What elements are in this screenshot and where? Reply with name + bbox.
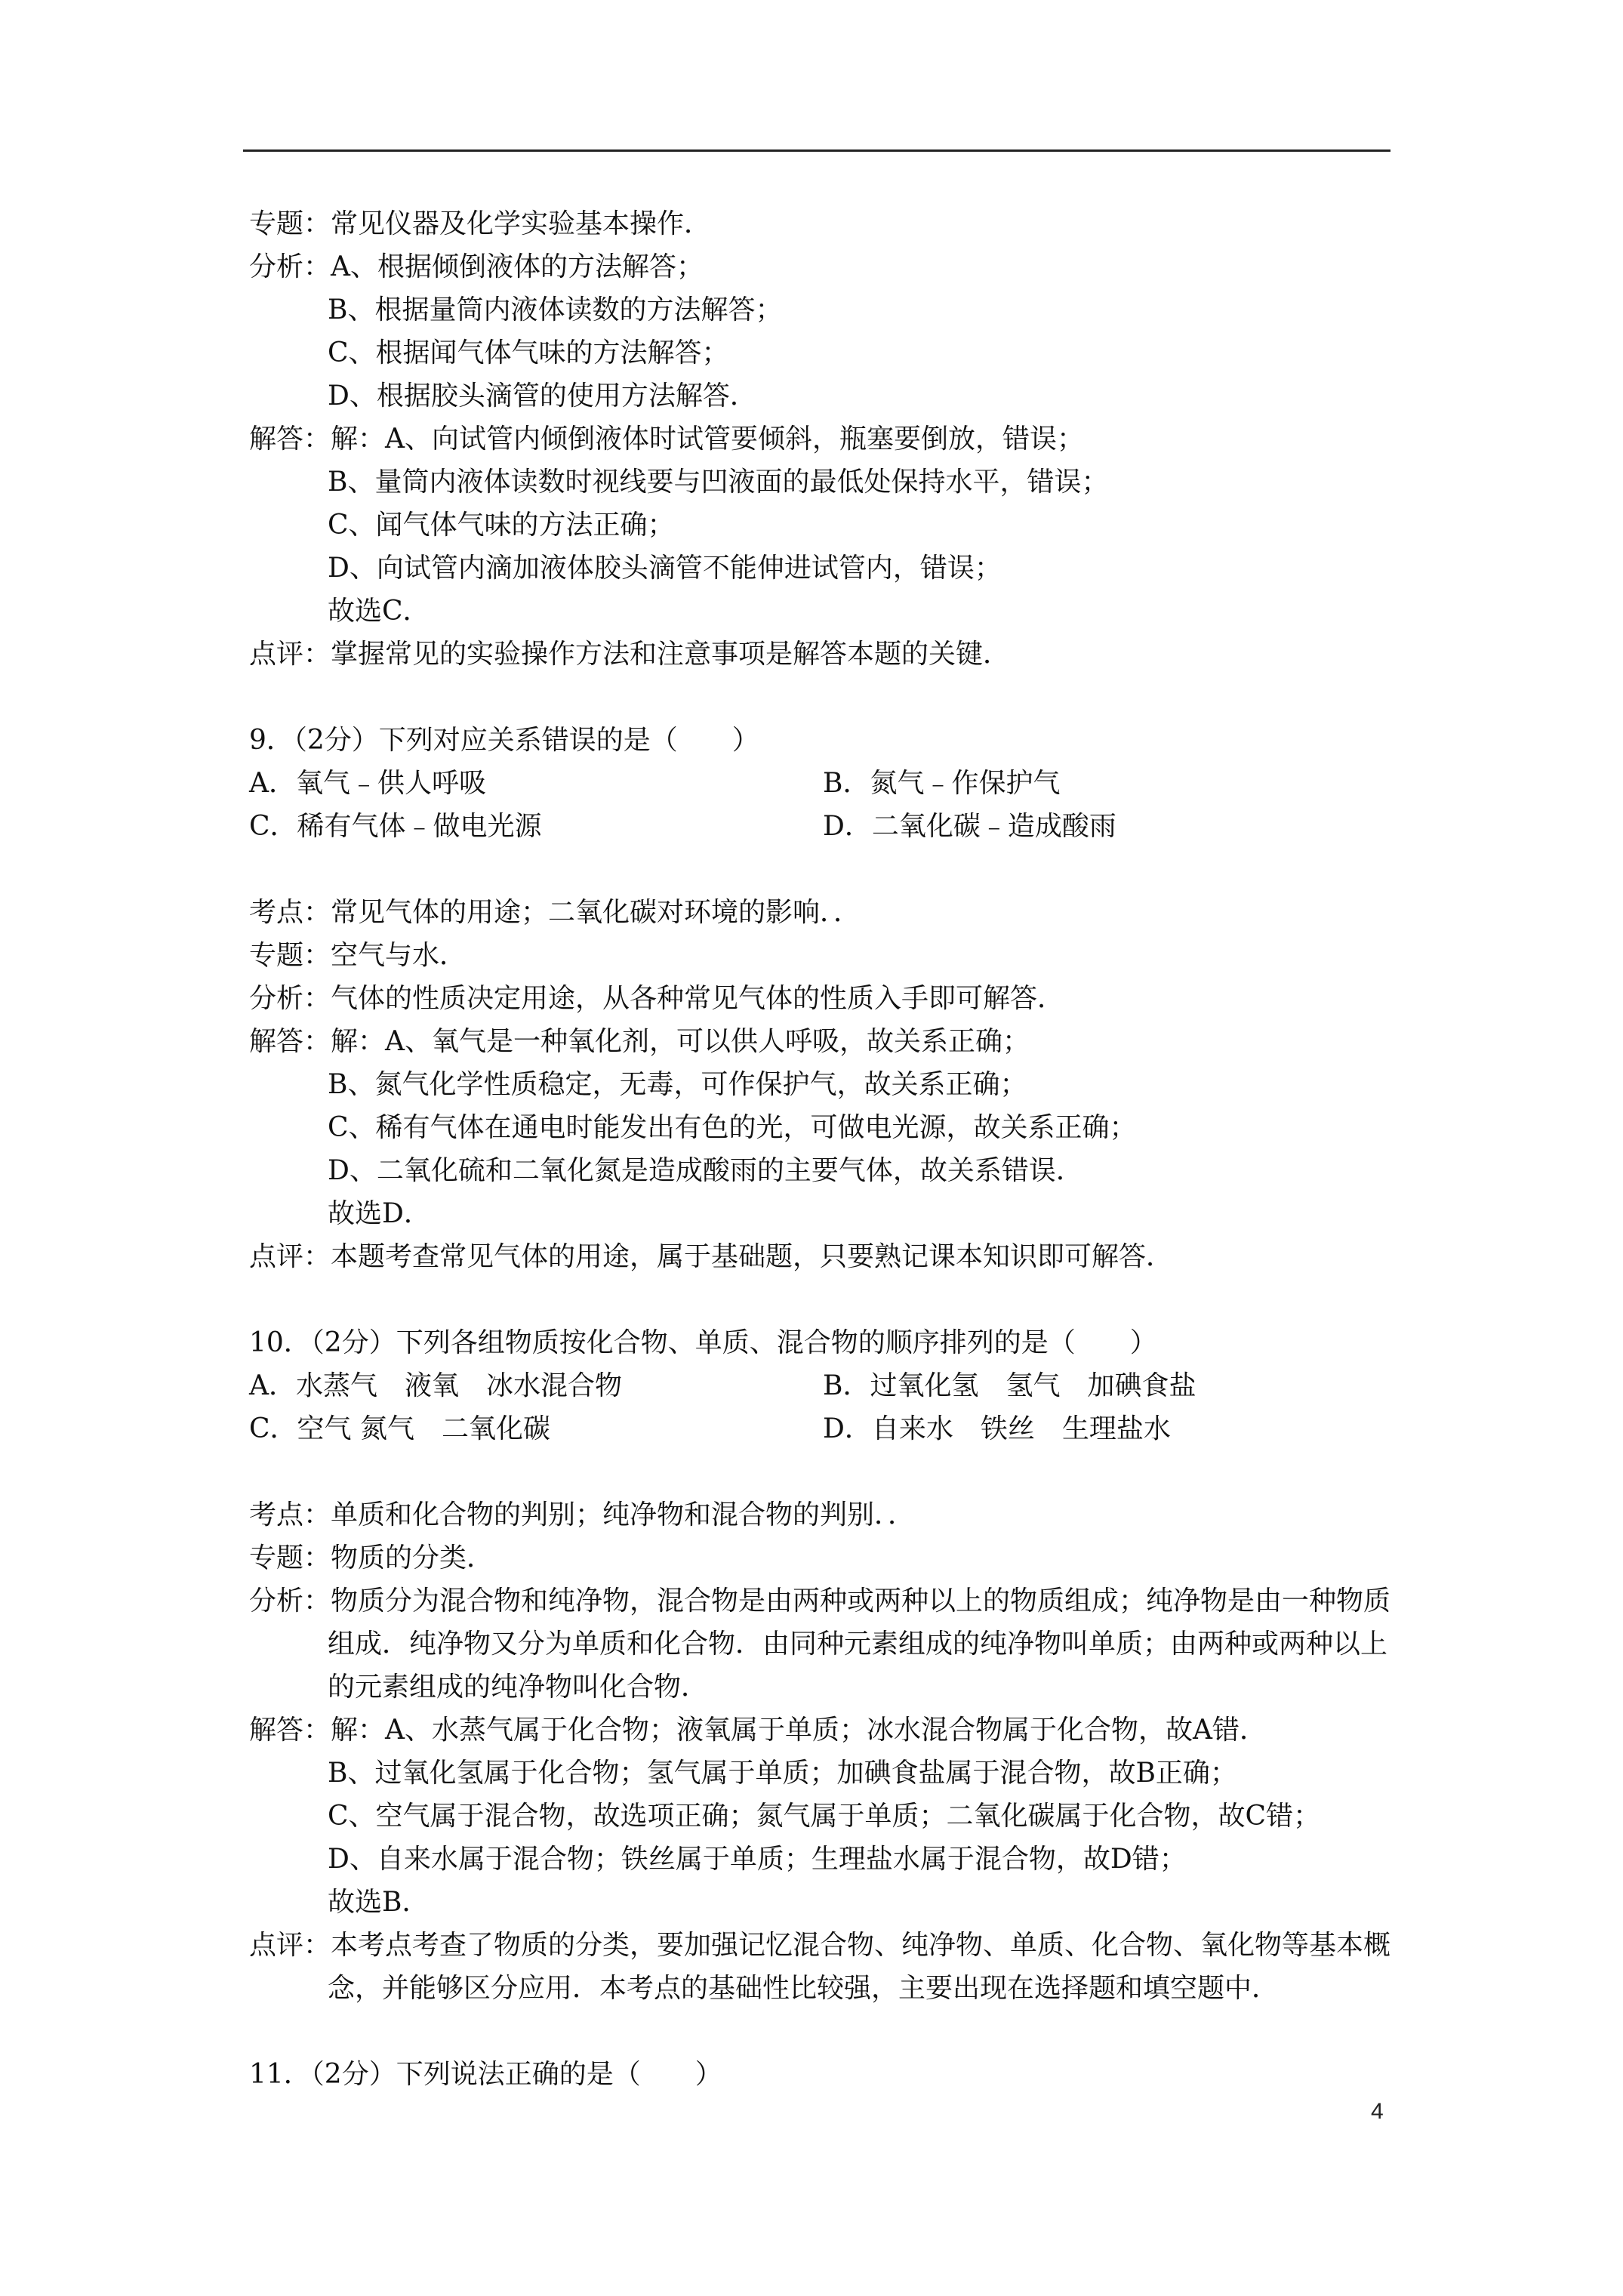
q9-answer-line: 故选D． — [328, 1198, 431, 1229]
q9-options-row — [249, 762, 1397, 805]
spacer — [249, 1278, 1397, 1321]
q9-kaodian: 考点：常见气体的用途；二氧化碳对环境的影响．． — [249, 897, 861, 928]
q10-comment: 点评：本考点考查了物质的分类，要加强记忆混合物、纯净物、单质、化合物、氧化物等基本概念，并能够区分应用．本考点的基础性比较强，主要出现在选择题和填空题中． — [249, 1930, 1391, 2004]
q8-answer-line: D、向试管内滴加液体胶头滴管不能伸进试管内，错误； — [328, 553, 1002, 584]
q9-option-b: B．氮气﹣作保护气 — [823, 768, 1061, 799]
q10-option-d: D．自来水 铁丝 生理盐水 — [823, 1413, 1171, 1444]
q8-analysis-line: D、根据胶头滴管的使用方法解答． — [328, 381, 757, 411]
header-rule — [243, 149, 1390, 152]
q10-topic: 专题：物质的分类． — [249, 1542, 494, 1573]
q10-option-a: A．水蒸气 液氧 冰水混合物 — [249, 1370, 622, 1401]
q8-comment: 点评：掌握常见的实验操作方法和注意事项是解答本题的关键． — [249, 639, 1011, 670]
q8-topic: 专题：常见仪器及化学实验基本操作． — [249, 208, 712, 239]
q10-answer-line: C、空气属于混合物，故选项正确；氮气属于单质；二氧化碳属于化合物，故C错； — [328, 1801, 1321, 1832]
q9-answer-line: D、二氧化硫和二氧化氮是造成酸雨的主要气体，故关系错误． — [328, 1155, 1083, 1186]
q9-stem: 9．（2分）下列对应关系错误的是（ ） — [249, 725, 759, 756]
page-content — [249, 202, 1397, 2096]
spacer — [249, 1450, 1397, 1493]
q9-answer-line: C、稀有气体在通电时能发出有色的光，可做电光源，故关系正确； — [328, 1112, 1137, 1143]
q10-option-b: B．过氧化氢 氢气 加碘食盐 — [823, 1370, 1196, 1401]
q10-analysis: 分析：物质分为混合物和纯净物，混合物是由两种或两种以上的物质组成；纯净物是由一种物质组成．纯净物又分为单质和化合物．由同种元素组成的纯净物叫单质；由两种或两种以上的元素组成的纯净物叫化合物． — [249, 1586, 1391, 1703]
q8-analysis-line: 分析：A、根据倾倒液体的方法解答； — [249, 251, 704, 282]
q8-answer-line: B、量筒内液体读数时视线要与凹液面的最低处保持水平，错误； — [328, 467, 1109, 498]
q9-answer-line: 解答：解：A、氧气是一种氧化剂，可以供人呼吸，故关系正确； — [249, 1026, 1030, 1057]
q10-options-row — [249, 1407, 1397, 1450]
spacer — [249, 848, 1397, 891]
q9-option-c: C．稀有气体﹣做电光源 — [249, 811, 542, 842]
q10-stem: 10．（2分）下列各组物质按化合物、单质、混合物的顺序排列的是（ ） — [249, 1327, 1157, 1358]
q9-answer-line: B、氮气化学性质稳定，无毒，可作保护气，故关系正确； — [328, 1069, 1027, 1100]
q10-kaodian: 考点：单质和化合物的判别；纯净物和混合物的判别．． — [249, 1499, 916, 1530]
spacer — [249, 676, 1397, 719]
q9-option-a: A．氧气﹣供人呼吸 — [249, 768, 486, 799]
page-number: 4 — [1371, 2099, 1384, 2124]
q8-answer-line: 故选C． — [328, 596, 430, 627]
spacer — [249, 2010, 1397, 2053]
q10-answer-line: 解答：解：A、水蒸气属于化合物；液氧属于单质；冰水混合物属于化合物，故A错． — [249, 1715, 1267, 1746]
q10-answer-line: D、自来水属于混合物；铁丝属于单质；生理盐水属于混合物，故D错； — [328, 1844, 1187, 1875]
q8-answer-line: C、闻气体气味的方法正确； — [328, 510, 675, 541]
q11-stem: 11．（2分）下列说法正确的是（ ） — [249, 2059, 722, 2090]
q8-analysis-line: C、根据闻气体气味的方法解答； — [328, 337, 729, 368]
q9-analysis: 分析：气体的性质决定用途，从各种常见气体的性质入手即可解答． — [249, 983, 1065, 1014]
q10-answer-line: 故选B． — [328, 1887, 430, 1918]
q8-answer-line: 解答：解：A、向试管内倾倒液体时试管要倾斜，瓶塞要倒放，错误； — [249, 424, 1084, 455]
q10-answer-line: B、过氧化氢属于化合物；氢气属于单质；加碘食盐属于混合物，故B正确； — [328, 1758, 1237, 1789]
q8-analysis-line: B、根据量筒内液体读数的方法解答； — [328, 294, 783, 325]
q9-option-d: D．二氧化碳﹣造成酸雨 — [823, 811, 1116, 842]
q10-options-row — [249, 1364, 1397, 1407]
q9-comment: 点评：本题考查常见气体的用途，属于基础题，只要熟记课本知识即可解答． — [249, 1241, 1174, 1272]
q9-options-row — [249, 805, 1397, 848]
q10-option-c: C．空气 氮气 二氧化碳 — [249, 1413, 550, 1444]
q9-topic: 专题：空气与水． — [249, 940, 467, 971]
